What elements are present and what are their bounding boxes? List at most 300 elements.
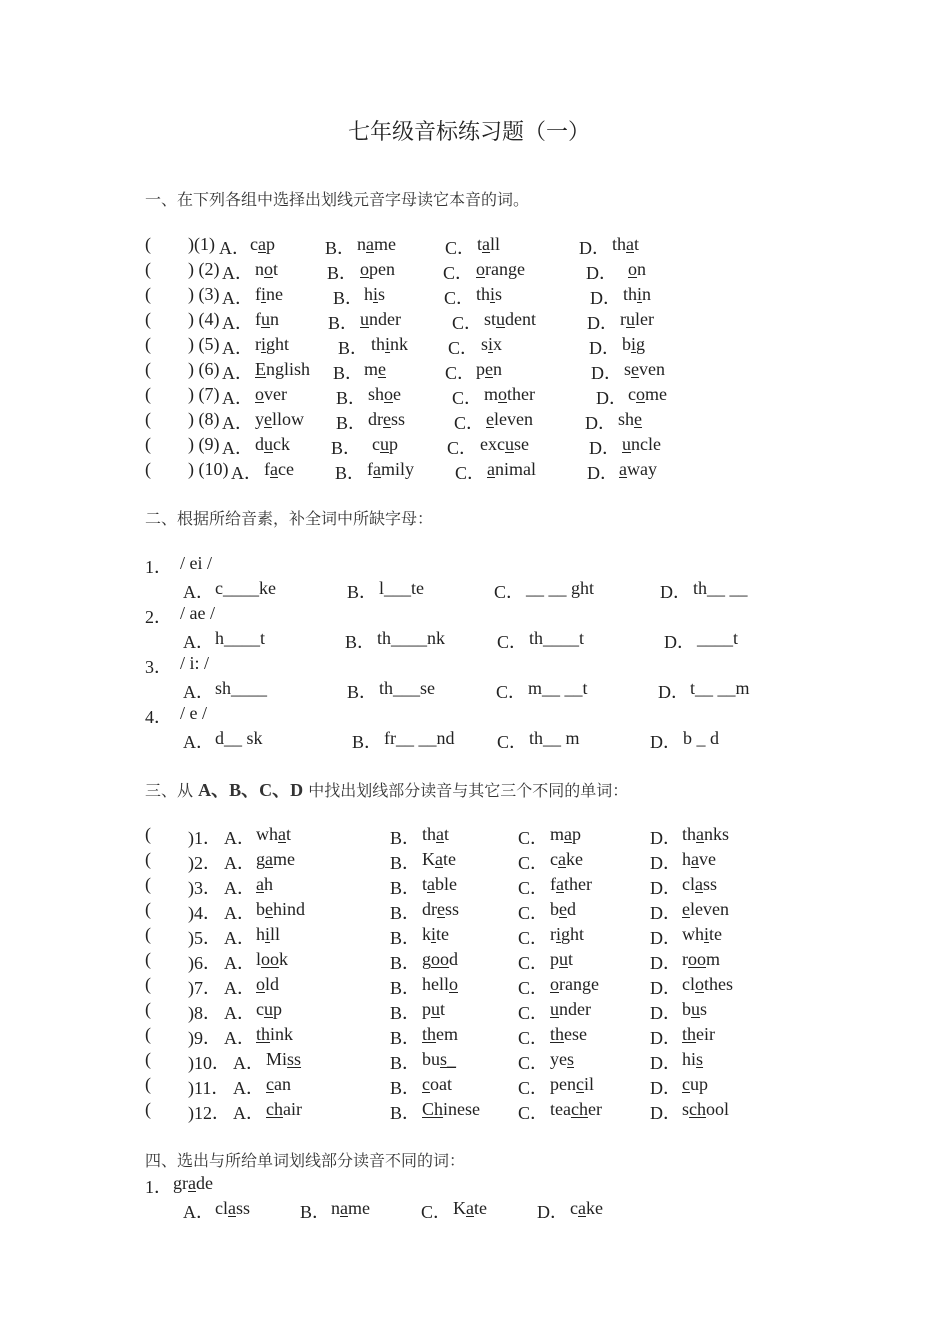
- option-label-B: B．: [390, 878, 421, 898]
- option-label-D: D．: [650, 1103, 681, 1123]
- option-word-C: under: [550, 999, 591, 1019]
- underlined-letters: i: [431, 924, 437, 944]
- option-blank-C: __ __ ght: [526, 578, 595, 598]
- option-word-B: family: [367, 459, 415, 479]
- question-number: )3．: [188, 878, 221, 898]
- answer-paren: (: [145, 234, 151, 254]
- option-word-D: she: [618, 409, 643, 429]
- question-number: 4．: [145, 707, 172, 727]
- option-word-C: six: [481, 334, 503, 354]
- option-label-C: C．: [452, 388, 483, 408]
- option-label-C: C．: [494, 582, 525, 602]
- option-word-B: name: [331, 1198, 370, 1218]
- underlined-letters: a: [564, 824, 573, 844]
- option-label-A: A．: [183, 582, 214, 602]
- underlined-letters: a: [427, 874, 436, 894]
- option-label-D: D．: [650, 1028, 681, 1048]
- option-word-C: orange: [476, 259, 525, 279]
- question-row: [0, 1024, 950, 1049]
- option-label-C: C．: [447, 438, 478, 458]
- answer-paren: (: [145, 1024, 151, 1044]
- answer-paren: (: [145, 459, 151, 479]
- section-3-heading-bold: A、B、C、D: [198, 780, 304, 800]
- option-word-A: look: [256, 949, 289, 969]
- option-label-A: A．: [233, 1053, 264, 1073]
- option-label-B: B．: [327, 263, 358, 283]
- option-word-D: eleven: [682, 899, 729, 919]
- underlined-letters: u: [496, 309, 506, 329]
- question-row: [0, 1099, 950, 1124]
- option-word-D: their: [682, 1024, 715, 1044]
- option-word-A: ah: [256, 874, 273, 894]
- blank-options-row: [0, 628, 950, 653]
- underlined-letters: e: [631, 359, 640, 379]
- question-row: [0, 999, 950, 1024]
- underlined-letters: i: [704, 924, 710, 944]
- option-label-C: C．: [518, 1078, 549, 1098]
- option-word-A: cap: [250, 234, 275, 254]
- phoneme-row: [0, 603, 950, 628]
- option-word-A: behind: [256, 899, 306, 919]
- option-label-B: B．: [390, 1053, 421, 1073]
- option-word-D: big: [622, 334, 646, 354]
- option-label-A: A．: [224, 928, 255, 948]
- option-word-C: animal: [487, 459, 536, 479]
- option-word-D: thanks: [682, 824, 730, 844]
- option-word-D: school: [682, 1099, 730, 1119]
- underlined-letters: u: [626, 309, 635, 329]
- option-label-D: D．: [650, 732, 681, 752]
- option-word-D: his: [682, 1049, 704, 1069]
- option-word-B: dress: [422, 899, 460, 919]
- underlined-letters: ch: [689, 1099, 707, 1119]
- underlined-letters: c: [266, 1074, 274, 1094]
- underlined-letters: Ch: [422, 1099, 444, 1119]
- underlined-letters: i: [373, 284, 379, 304]
- phoneme-symbol: / ae /: [180, 603, 215, 623]
- option-blank-B: fr__ __nd: [384, 728, 455, 748]
- underlined-letters: o: [360, 259, 369, 279]
- phoneme-symbol: / i: /: [180, 653, 210, 673]
- option-label-C: C．: [444, 288, 475, 308]
- option-blank-C: th__ m: [529, 728, 580, 748]
- phoneme-row: [0, 653, 950, 678]
- option-label-B: B．: [390, 1028, 421, 1048]
- option-word-C: this: [476, 284, 503, 304]
- question-row: [0, 874, 950, 899]
- option-word-D: clothes: [682, 974, 733, 994]
- option-label-C: C．: [518, 903, 549, 923]
- option-word-C: pencil: [550, 1074, 595, 1094]
- option-word-D: come: [628, 384, 667, 404]
- option-word-D: bus: [682, 999, 708, 1019]
- underlined-letters: a: [256, 874, 264, 894]
- option-word-A: right: [255, 334, 290, 354]
- option-label-B: B．: [352, 732, 383, 752]
- underlined-letters: a: [482, 234, 491, 254]
- option-label-A: A．: [183, 1202, 214, 1222]
- question-number: )7．: [188, 978, 221, 998]
- option-word-D: cake: [570, 1198, 603, 1218]
- option-label-A: A．: [231, 463, 262, 483]
- question-row: [0, 949, 950, 974]
- question-number: 1．: [145, 557, 172, 577]
- option-word-C: these: [550, 1024, 587, 1044]
- option-word-D: have: [682, 849, 716, 869]
- underlined-letters: u: [691, 999, 700, 1019]
- option-label-A: A．: [224, 828, 255, 848]
- question-number: )10．: [188, 1053, 230, 1073]
- option-word-A: hill: [256, 924, 281, 944]
- underlined-letters: o: [264, 259, 273, 279]
- option-word-D: room: [682, 949, 721, 969]
- underlined-letters: a: [619, 459, 627, 479]
- answer-paren: (: [145, 974, 151, 994]
- underlined-letters: i: [556, 924, 562, 944]
- option-word-B: them: [422, 1024, 459, 1044]
- option-word-D: thin: [623, 284, 652, 304]
- option-word-A: not: [255, 259, 279, 279]
- option-word-C: right: [550, 924, 585, 944]
- option-label-B: B．: [390, 953, 421, 973]
- option-word-B: table: [422, 874, 458, 894]
- underlined-letters: a: [578, 1198, 586, 1218]
- option-word-B: coat: [422, 1074, 452, 1094]
- option-word-A: yellow: [255, 409, 305, 429]
- underlined-letters: o: [550, 974, 559, 994]
- option-label-A: A．: [224, 1003, 255, 1023]
- answer-paren: (: [145, 999, 151, 1019]
- option-label-D: D．: [586, 263, 617, 283]
- option-word-A: class: [215, 1198, 251, 1218]
- underlined-letters: u: [431, 999, 440, 1019]
- question-number: ) (2): [188, 259, 220, 279]
- option-word-C: eleven: [486, 409, 533, 429]
- question-row: [0, 1074, 950, 1099]
- option-label-C: C．: [518, 953, 549, 973]
- underlined-letters: u: [559, 949, 568, 969]
- option-label-D: D．: [579, 238, 610, 258]
- option-word-A: over: [255, 384, 287, 404]
- underlined-letters: u: [550, 999, 559, 1019]
- underlined-letters: a: [558, 849, 566, 869]
- option-word-D: class: [682, 874, 718, 894]
- option-label-A: A．: [224, 1028, 255, 1048]
- underlined-letters: a: [270, 459, 278, 479]
- option-word-B: shoe: [368, 384, 402, 404]
- underlined-letters: e: [378, 359, 387, 379]
- blank-options-row: [0, 678, 950, 703]
- answer-paren: (: [145, 259, 151, 279]
- question-row: [0, 974, 950, 999]
- underlined-letters: c: [576, 1074, 584, 1094]
- underlined-letters: a: [696, 824, 705, 844]
- option-label-C: C．: [448, 338, 479, 358]
- question-number: )9．: [188, 1028, 221, 1048]
- option-label-D: D．: [650, 1003, 681, 1023]
- option-label-C: C．: [445, 363, 476, 383]
- option-word-A: duck: [255, 434, 290, 454]
- answer-paren: (: [145, 1099, 151, 1119]
- option-word-C: put: [550, 949, 574, 969]
- option-label-A: A．: [222, 338, 253, 358]
- option-word-B: Chinese: [422, 1099, 480, 1119]
- option-label-D: D．: [650, 1078, 681, 1098]
- option-label-B: B．: [331, 438, 362, 458]
- page-title: 七年级音标练习题（一）: [347, 120, 590, 145]
- option-label-A: A．: [222, 363, 253, 383]
- underlined-letters: i: [261, 334, 267, 354]
- underlined-letters: o: [498, 384, 508, 404]
- question-number: )12．: [188, 1103, 230, 1123]
- option-word-D: white: [682, 924, 723, 944]
- underlined-letters: th: [550, 1024, 565, 1044]
- option-label-A: A．: [183, 682, 214, 702]
- option-label-A: A．: [222, 313, 253, 333]
- option-label-B: B．: [345, 632, 376, 652]
- option-label-B: B．: [333, 363, 364, 383]
- option-label-A: A．: [222, 413, 253, 433]
- blank-options-row: [0, 728, 950, 753]
- option-label-C: C．: [454, 413, 485, 433]
- option-label-A: A．: [183, 732, 214, 752]
- underlined-letters: u: [504, 434, 514, 454]
- section-3-heading-pre: 三、从: [145, 781, 199, 800]
- option-label-B: B．: [325, 238, 356, 258]
- option-label-B: B．: [335, 463, 366, 483]
- underlined-letters: a: [366, 234, 374, 254]
- option-label-A: A．: [233, 1078, 264, 1098]
- option-blank-D: th__ __: [693, 578, 748, 598]
- underlined-letters: c: [682, 1074, 690, 1094]
- question-row: [0, 849, 950, 874]
- underlined-letters: a: [188, 1173, 196, 1193]
- option-word-A: English: [255, 359, 311, 379]
- question-row: [0, 1198, 950, 1223]
- option-word-C: excuse: [480, 434, 529, 454]
- option-label-D: D．: [591, 363, 622, 383]
- underlined-letters: o: [256, 974, 265, 994]
- underlined-letters: a: [340, 1198, 348, 1218]
- question-row: [0, 824, 950, 849]
- underlined-letters: e: [437, 899, 445, 919]
- option-word-D: seven: [624, 359, 666, 379]
- option-blank-C: m__ __t: [528, 678, 588, 698]
- answer-paren: (: [145, 384, 151, 404]
- option-word-B: think: [371, 334, 409, 354]
- question-number: 1．: [145, 1177, 172, 1197]
- question-number: )6．: [188, 953, 221, 973]
- option-label-C: C．: [518, 928, 549, 948]
- option-label-B: B．: [390, 978, 421, 998]
- option-label-D: D．: [587, 313, 618, 333]
- option-label-D: D．: [650, 828, 681, 848]
- underlined-letters: o: [628, 259, 637, 279]
- option-word-C: yes: [550, 1049, 575, 1069]
- underlined-letters: a: [556, 874, 564, 894]
- option-label-B: B．: [347, 582, 378, 602]
- underlined-letters: i: [490, 284, 496, 304]
- underlined-letters: e: [383, 409, 391, 429]
- answer-paren: (: [145, 359, 151, 379]
- underlined-letters: u: [264, 999, 273, 1019]
- underlined-letters: o: [255, 384, 264, 404]
- option-label-D: D．: [650, 903, 681, 923]
- option-word-B: his: [364, 284, 386, 304]
- option-label-A: A．: [224, 903, 255, 923]
- question-number: ) (5): [188, 334, 220, 354]
- option-word-B: dress: [368, 409, 406, 429]
- question-row: [0, 384, 950, 409]
- question-row: [0, 234, 950, 259]
- option-blank-A: sh____: [215, 678, 268, 698]
- option-blank-B: th____nk: [377, 628, 446, 648]
- option-label-D: D．: [650, 953, 681, 973]
- option-blank-D: ____t: [697, 628, 739, 648]
- given-word-row: [0, 1173, 950, 1198]
- underlined-letters: i: [261, 284, 267, 304]
- underlined-letters: oo: [261, 949, 280, 969]
- underlined-letters: u: [622, 434, 631, 454]
- option-word-B: cup: [372, 434, 398, 454]
- option-word-A: chair: [266, 1099, 302, 1119]
- option-word-C: pen: [476, 359, 502, 379]
- option-word-A: face: [264, 459, 294, 479]
- option-label-B: B．: [336, 388, 367, 408]
- option-label-D: D．: [587, 463, 618, 483]
- underlined-letters: a: [626, 234, 635, 254]
- question-number: ) (3): [188, 284, 220, 304]
- underlined-letters: a: [258, 234, 266, 254]
- option-label-B: B．: [300, 1202, 331, 1222]
- option-label-C: C．: [452, 313, 483, 333]
- option-label-B: B．: [390, 1078, 421, 1098]
- option-word-A: old: [256, 974, 280, 994]
- answer-paren: (: [145, 874, 151, 894]
- underlined-letters: a: [435, 849, 443, 869]
- answer-paren: (: [145, 849, 151, 869]
- option-label-D: D．: [589, 438, 620, 458]
- option-word-A: fun: [255, 309, 279, 329]
- option-label-B: B．: [390, 853, 421, 873]
- underlined-letters: u: [380, 434, 389, 454]
- option-word-B: put: [422, 999, 446, 1019]
- answer-paren: (: [145, 924, 151, 944]
- option-blank-D: b _ d: [683, 728, 719, 748]
- underlined-letters: a: [691, 849, 699, 869]
- option-word-B: kite: [422, 924, 450, 944]
- underlined-letters: a: [278, 824, 286, 844]
- option-label-C: C．: [518, 878, 549, 898]
- option-word-C: map: [550, 824, 582, 844]
- question-row: [0, 309, 950, 334]
- option-word-C: cake: [550, 849, 583, 869]
- question-number: )11．: [188, 1078, 230, 1098]
- option-word-C: teacher: [550, 1099, 602, 1119]
- option-word-D: cup: [682, 1074, 708, 1094]
- option-label-B: B．: [390, 828, 421, 848]
- underlined-letters: i: [488, 334, 494, 354]
- option-label-C: C．: [518, 1053, 549, 1073]
- option-label-A: A．: [222, 263, 253, 283]
- question-row: [0, 924, 950, 949]
- question-number: )4．: [188, 903, 221, 923]
- option-label-C: C．: [518, 853, 549, 873]
- answer-paren: (: [145, 309, 151, 329]
- option-label-D: D．: [585, 413, 616, 433]
- phoneme-row: [0, 553, 950, 578]
- option-word-C: father: [550, 874, 592, 894]
- underlined-letters: a: [373, 459, 381, 479]
- question-row: [0, 434, 950, 459]
- option-label-C: C．: [518, 1028, 549, 1048]
- underlined-letters: e: [486, 409, 494, 429]
- answer-paren: (: [145, 1049, 151, 1069]
- option-label-A: A．: [224, 878, 255, 898]
- answer-paren: (: [145, 434, 151, 454]
- option-label-D: D．: [537, 1202, 568, 1222]
- option-label-A: A．: [222, 288, 253, 308]
- option-label-B: B．: [390, 1103, 421, 1123]
- underlined-letters: s_: [440, 1049, 457, 1069]
- underlined-letters: a: [695, 874, 703, 894]
- option-blank-B: l___te: [379, 578, 424, 598]
- option-label-B: B．: [390, 1003, 421, 1023]
- answer-paren: (: [145, 284, 151, 304]
- section-1-heading: 一、在下列各组中选择出划线元音字母读它本音的词。: [145, 190, 530, 209]
- underlined-letters: c: [422, 1074, 430, 1094]
- option-label-B: B．: [338, 338, 369, 358]
- option-word-B: open: [360, 259, 395, 279]
- underlined-letters: th: [682, 1024, 697, 1044]
- option-label-A: A．: [224, 978, 255, 998]
- underlined-letters: o: [695, 974, 704, 994]
- option-word-A: what: [256, 824, 292, 844]
- underlined-letters: e: [264, 409, 272, 429]
- underlined-letters: e: [265, 899, 273, 919]
- section-3-heading-post: 中找出划线部分读音与其它三个不同的单词：: [303, 781, 629, 800]
- question-number: ) (7): [188, 384, 220, 404]
- option-label-C: C．: [445, 238, 476, 258]
- option-label-B: B．: [333, 288, 364, 308]
- underlined-letters: E: [255, 359, 266, 379]
- option-label-A: A．: [222, 438, 253, 458]
- underlined-letters: o: [449, 974, 458, 994]
- option-label-D: D．: [596, 388, 627, 408]
- option-word-B: good: [422, 949, 458, 969]
- option-label-D: D．: [650, 928, 681, 948]
- option-word-C: student: [484, 309, 537, 329]
- question-number: )2．: [188, 853, 221, 873]
- option-label-D: D．: [650, 878, 681, 898]
- answer-paren: (: [145, 409, 151, 429]
- underlined-letters: u: [264, 434, 273, 454]
- option-label-A: A．: [219, 238, 250, 258]
- option-blank-A: c____ke: [215, 578, 276, 598]
- option-word-A: game: [256, 849, 295, 869]
- option-label-C: C．: [518, 1103, 549, 1123]
- answer-paren: (: [145, 824, 151, 844]
- phoneme-symbol: / e /: [180, 703, 207, 723]
- underlined-letters: e: [559, 899, 567, 919]
- underlined-letters: e: [485, 359, 493, 379]
- underlined-letters: i: [637, 284, 643, 304]
- option-word-A: think: [256, 1024, 294, 1044]
- question-row: [0, 359, 950, 384]
- underlined-letters: o: [384, 384, 394, 404]
- question-number: )1．: [188, 828, 221, 848]
- option-word-B: under: [360, 309, 401, 329]
